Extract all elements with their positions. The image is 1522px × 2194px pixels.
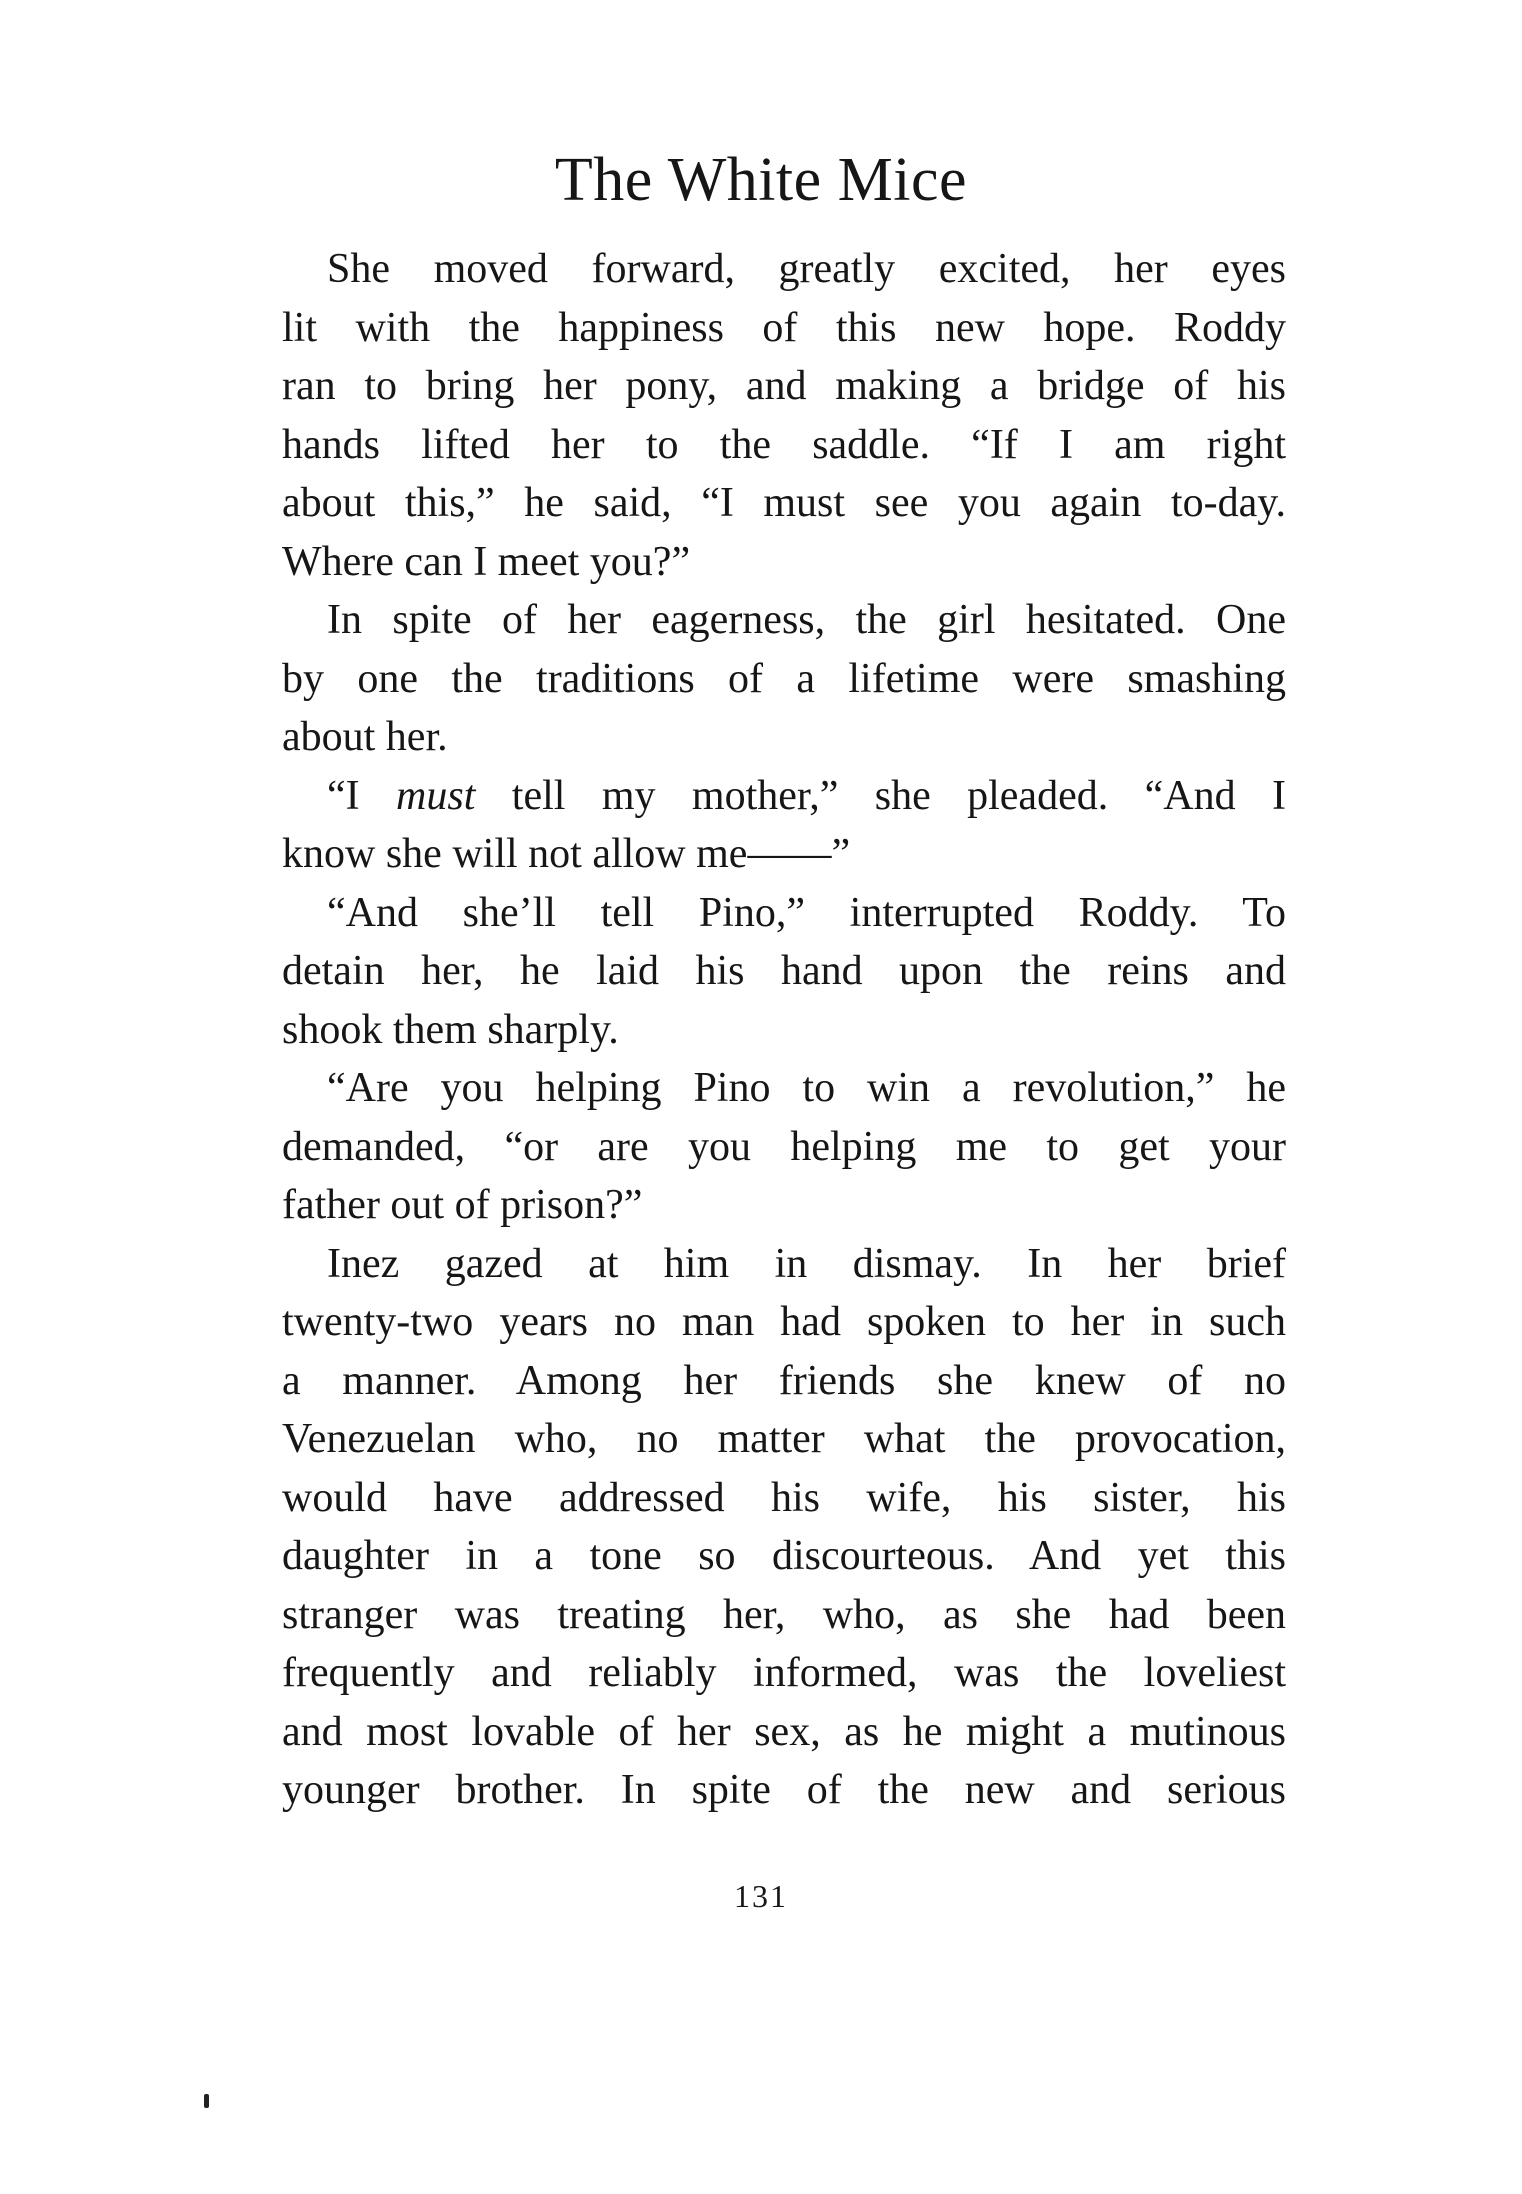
text-line: ran to bring her pony, and making a bridge of his [282,363,1286,409]
text-line: Inez gazed at him in dismay. In her brief [327,1240,1286,1287]
text-line: about this,” he said, “I must see you again to-day. [282,480,1286,526]
text-line: detain her, he laid his hand upon the reins and [282,948,1286,994]
text-line: and most lovable of her sex, as he might a mutinous [282,1708,1286,1755]
text-line [282,767,1286,826]
page-number: 131 [734,1878,788,1914]
text-line: “Are you helping Pino to win a revolution,” he [327,1065,1286,1111]
text-line: a manner. Among her friends she knew of no [282,1357,1286,1404]
text-line: know she will not allow me——” [282,831,851,877]
text-segment: tell my mother,” she pleaded. “And I [475,772,1286,819]
text-line: lit with the happiness of this new hope. Roddy [282,304,1286,351]
italic-emphasis: must [396,772,476,819]
text-line: “And she’ll tell Pino,” interrupted Roddy. To [327,889,1286,936]
margin-ink-mark [204,2094,209,2108]
body-text [282,240,1286,1820]
text-segment: “I [327,772,397,819]
running-head: The White Mice [554,146,968,214]
text-line: Where can I meet you?” [282,538,691,585]
text-line: by one the traditions of a lifetime were smashing [282,655,1286,702]
text-line: frequently and reliably informed, was the loveliest [282,1650,1286,1696]
text-line: father out of prison?” [282,1182,643,1228]
text-line: twenty-two years no man had spoken to her in such [282,1299,1286,1345]
text-line: stranger was treating her, who, as she had been [282,1591,1286,1638]
text-line: demanded, “or are you helping me to get your [282,1123,1286,1170]
text-line: would have addressed his wife, his sister, his [282,1474,1286,1521]
text-line: about her. [282,714,448,760]
text-line: She moved forward, greatly excited, her eyes [327,246,1286,292]
text-line: hands lifted her to the saddle. “If I am right [282,421,1286,468]
text-line: In spite of her eagerness, the girl hesitated. One [327,597,1286,643]
text-line: daughter in a tone so discourteous. And yet this [282,1533,1286,1579]
text-line: younger brother. In spite of the new and serious [282,1767,1286,1813]
text-line: shook them sharply. [282,1006,619,1053]
text-line: Venezuelan who, no matter what the provocation, [282,1416,1286,1462]
